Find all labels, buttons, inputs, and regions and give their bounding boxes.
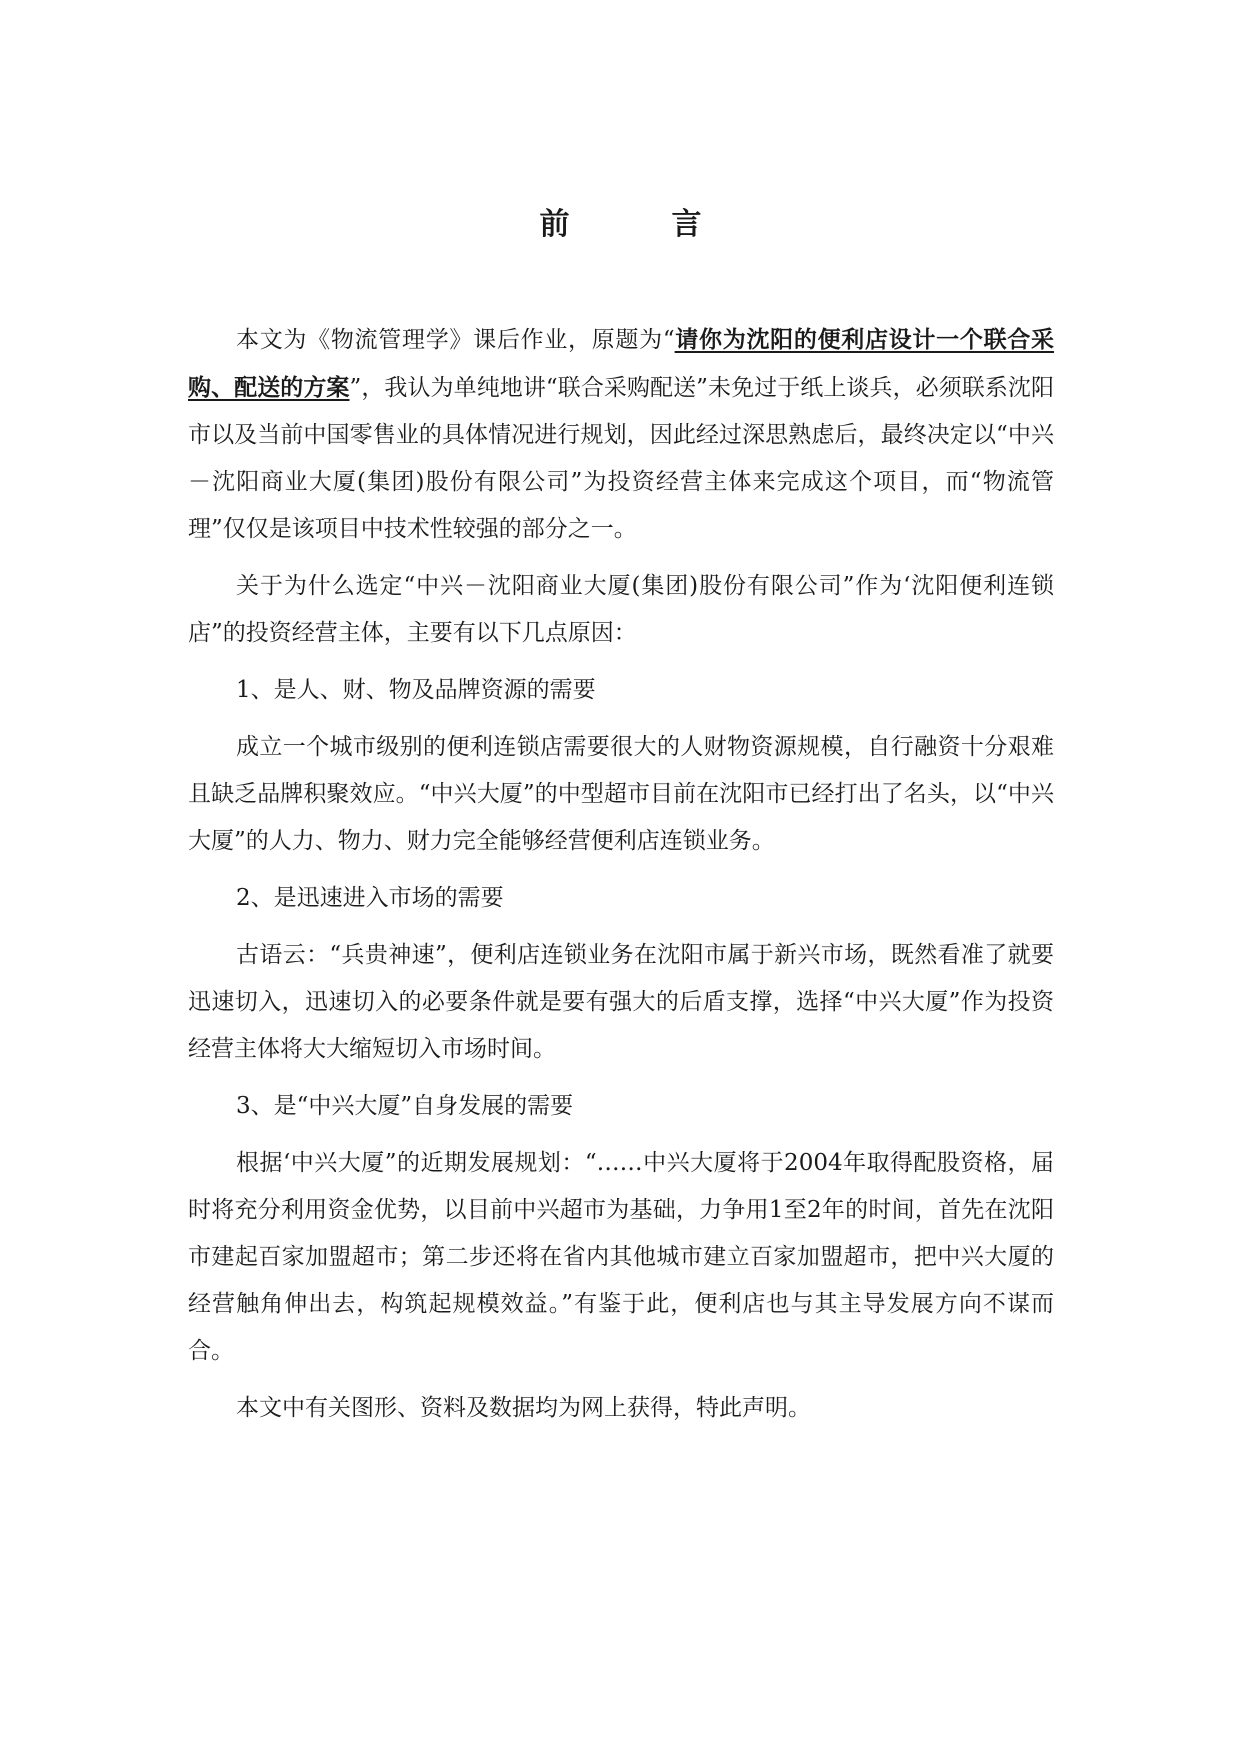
reason-heading-3: 3、是“中兴大厦”自身发展的需要 (236, 1093, 574, 1119)
reason-heading-2: 2、是迅速进入市场的需要 (236, 885, 504, 911)
reason-heading-1: 1、是人、财、物及品牌资源的需要 (236, 677, 596, 703)
paragraph-intro-before: 本文为《物流管理学》课后作业，原题为“ (236, 327, 675, 353)
paragraph-reason-3: 根据‘中兴大厦”的近期发展规划：“……中兴大厦将于2004年取得配股资格，届时将充分利用资金优势，以目前中兴超市为基础，力争用1至2年的时间，首先在沈阳市建起百家加盟超市；第二步还将在省内其他城市建立百家加盟超市，把中兴大厦的经营触角伸出去，构筑起规模效益。”有鉴于此，便利店也与其主导发展方向不谋而合。 (188, 1150, 1054, 1364)
assignment-topic-emphasis: 请你为沈阳的便利店设计一个联合采购、配送的方案 (188, 326, 1054, 401)
paragraph-intro (188, 316, 1054, 553)
document-body (188, 316, 1054, 1442)
paragraph-reason-1: 成立一个城市级别的便利连锁店需要很大的人财物资源规模，自行融资十分艰难且缺乏品牌积聚效应。“中兴大厦”的中型超市目前在沈阳市已经打出了名头，以“中兴大厦”的人力、物力、财力完全能够经营便利店连锁业务。 (188, 734, 1054, 854)
paragraph-intro-after: ”，我认为单纯地讲“联合采购配送”未免过于纸上谈兵，必须联系沈阳市以及当前中国零售业的具体情况进行规划，因此经过深思熟虑后，最终决定以“中兴－沈阳商业大厦(集团)股份有限公司”为投资经营主体来完成这个项目，而“物流管理”仅仅是该项目中技术性较强的部分之一。 (188, 375, 1055, 542)
paragraph-reason-2: 古语云：“兵贵神速”，便利店连锁业务在沈阳市属于新兴市场，既然看准了就要迅速切入，迅速切入的必要条件就是要有强大的后盾支撑，选择“中兴大厦”作为投资经营主体将大大缩短切入市场时间。 (188, 942, 1054, 1062)
paragraph-reasons-intro: 关于为什么选定“中兴－沈阳商业大厦(集团)股份有限公司”作为‘沈阳便利连锁店”的投资经营主体，主要有以下几点原因： (188, 573, 1054, 646)
page-title: 前 言 (539, 207, 738, 242)
paragraph-disclaimer: 本文中有关图形、资料及数据均为网上获得，特此声明。 (236, 1395, 811, 1421)
